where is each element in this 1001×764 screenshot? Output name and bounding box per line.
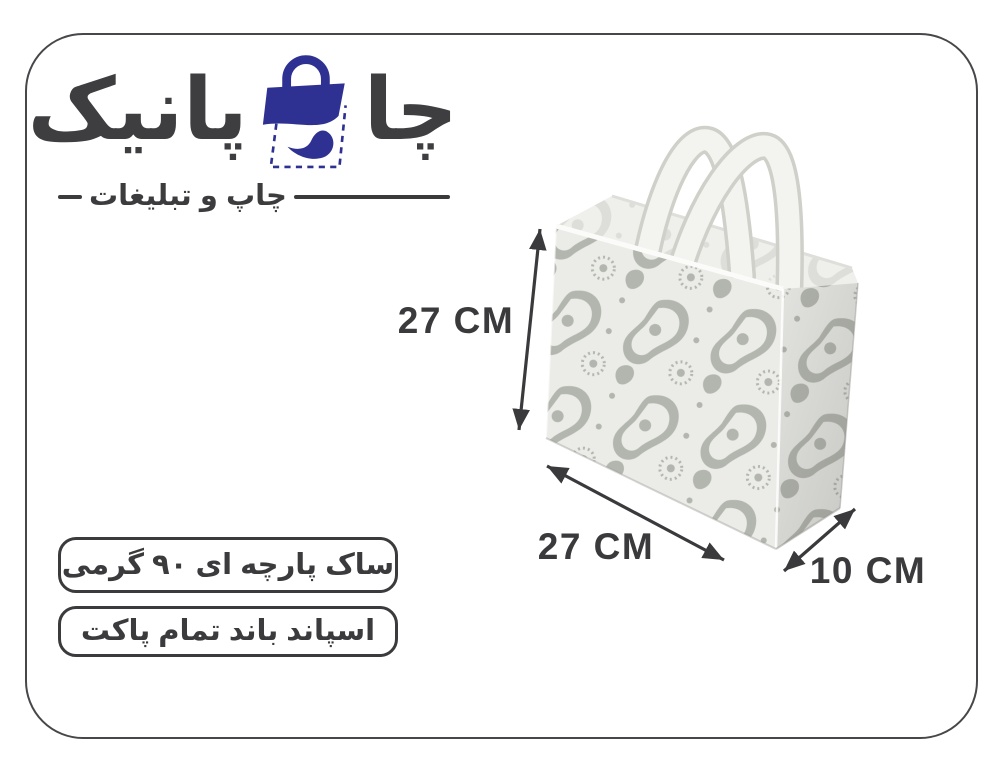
brand-text-left: پانیک [27, 62, 248, 158]
tote-bag [546, 140, 858, 549]
depth-dimension-label: 10 CM [809, 550, 927, 591]
height-arrow [519, 229, 540, 430]
spec-badge-fabric [58, 606, 398, 657]
spec-badge-material [58, 537, 398, 593]
height-dimension-label: 27 CM [397, 300, 515, 341]
brand-tagline: چاپ و تبلیغات [89, 180, 287, 212]
width-dimension-label: 27 CM [537, 526, 655, 567]
spec-badge-material-label: ساک پارچه ای ۹۰ گرمی [61, 548, 395, 581]
brand-text-right: چا [363, 62, 458, 158]
spec-badge-fabric-label: اسپاند باند تمام پاکت [80, 615, 376, 647]
